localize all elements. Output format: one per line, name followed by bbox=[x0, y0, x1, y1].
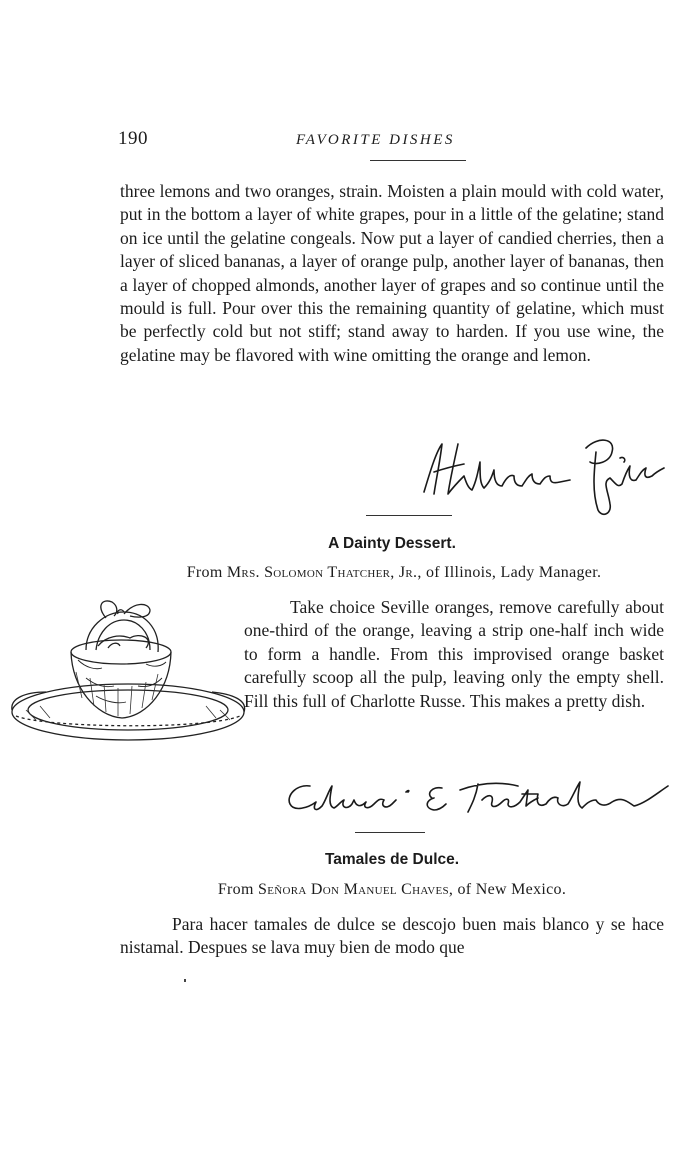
credit-suffix: , of New Mexico. bbox=[448, 881, 567, 898]
dainty-dessert-body bbox=[244, 596, 664, 713]
recipe-credit-dainty-dessert bbox=[120, 564, 668, 582]
credit-contributor-name: Señora Don Manuel Chaves bbox=[258, 881, 449, 898]
credit-contributor-name: Mrs. Solomon Thatcher, Jr. bbox=[226, 564, 418, 581]
section-divider bbox=[355, 832, 425, 833]
tamales-text: Para hacer tamales de dulce se descojo buen mais blanco y se hace nistamal. Despues se lava muy bien de modo que bbox=[120, 914, 664, 958]
signature-wilhelmine-reitz bbox=[420, 432, 670, 522]
credit-prefix: From bbox=[217, 881, 254, 898]
recipe-credit-tamales bbox=[120, 881, 664, 899]
signature-clara-thatcher bbox=[282, 772, 672, 822]
credit-prefix: From bbox=[186, 564, 223, 581]
recipe-title-dainty-dessert: A Dainty Dessert. bbox=[328, 535, 456, 552]
recipe-title-tamales-de-dulce: Tamales de Dulce. bbox=[324, 851, 460, 868]
tamales-body bbox=[120, 913, 664, 960]
section-divider bbox=[366, 515, 452, 516]
page-number: 190 bbox=[118, 128, 148, 149]
header-rule bbox=[370, 160, 466, 161]
print-speck bbox=[184, 979, 186, 982]
running-header bbox=[118, 128, 668, 154]
continued-recipe-text: three lemons and two oranges, strain. Moisten a plain mould with cold water, put in the bottom a layer of white grapes, pour in a little of the gelatine; stand on ice until the gelatine congeals. Now put a layer of candied cherries, then a layer of sliced bananas, a layer of orange pulp, another layer of bananas, then a layer of chopped almonds, another layer of grapes and so continue until the mould is full. Pour over this the remaining quantity of gelatine, which must be perfectly cold but not stiff; stand away to harden. If you use wine, the gelatine may be flavored with wine omitting the orange and lemon. bbox=[120, 181, 664, 365]
credit-suffix: , of Illinois, Lady Manager. bbox=[417, 564, 602, 581]
orange-basket-illustration bbox=[6, 588, 250, 748]
dainty-dessert-text: Take choice Seville oranges, remove carefully about one-third of the orange, leaving a strip one-half inch wide to form a handle. From this improvised orange basket carefully scoop all the pulp, leaving only the empty shell. Fill this full of Charlotte Russe. This makes a pretty dish. bbox=[244, 597, 664, 711]
running-title: FAVORITE DISHES bbox=[296, 132, 455, 148]
